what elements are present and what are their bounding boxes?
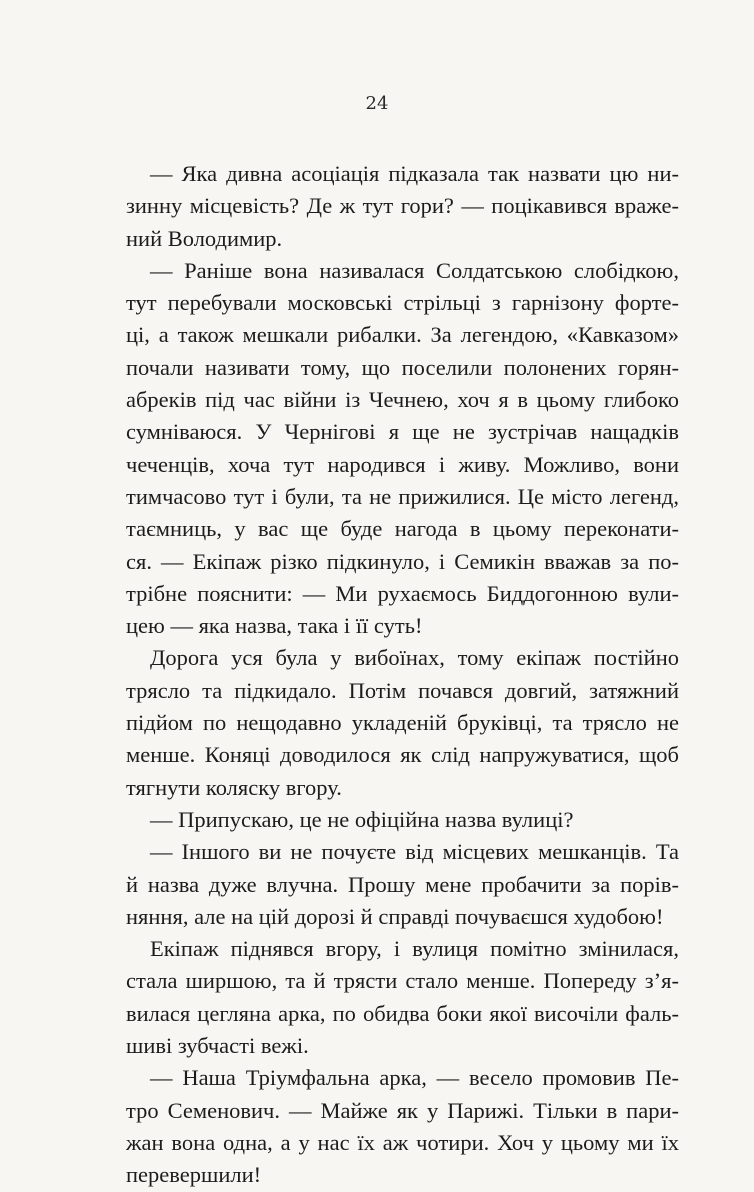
text-line: тимчасово тут і були, та не прижилися. Це місто легенд,	[126, 483, 679, 509]
text-line: — Припускаю, це не офіційна назва вулиці?	[150, 806, 574, 832]
text-line: — Яка дивна асоціація підказала так назвати цю ни-	[150, 161, 679, 186]
text-line: зинну місцевість? Де ж тут гори? — поцікавився враже-	[126, 193, 679, 219]
text-line: абреків під час війни із Чечнею, хоч я в цьому глибоко	[126, 387, 679, 413]
text-line: менше. Коняці доводилося як слід напружуватися, щоб	[126, 742, 679, 768]
text-line: — Іншого ви не почуєте від місцевих мешканців. Та	[150, 839, 679, 865]
text-line: сумніваюся. У Чернігові я ще не зустрічав нащадків	[126, 419, 679, 445]
text-line: тро Семенович. — Майже як у Парижі. Тільки в пари-	[126, 1097, 679, 1123]
page-number: 24	[365, 93, 389, 114]
text-line: стала ширшою, та й трясти стало менше. Попереду з’я-	[126, 968, 679, 994]
text-line: — Раніше вона називалася Солдатською слобідкою,	[150, 257, 679, 283]
text-line: вилася цегляна арка, по обидва боки якої височіли фаль-	[126, 1000, 679, 1026]
text-line: почали називати тому, що поселили полонених горян-	[126, 354, 679, 380]
text-line: трясло та підкидало. Потім почався довгий, затяжний	[126, 677, 679, 703]
text-line: підйом по нещодавно укладеній бруківці, та трясло не	[126, 710, 679, 736]
text-line: тягнути коляску вгору.	[126, 774, 342, 800]
text-line: ний Володимир.	[126, 225, 283, 251]
text-line: Екіпаж піднявся вгору, і вулиця помітно змінилася,	[150, 936, 679, 962]
text-line: ся. — Екіпаж різко підкинуло, і Семикін вважав за по-	[126, 548, 679, 574]
text-line: цею — яка назва, така і її суть!	[126, 613, 423, 639]
text-line: няння, але на цій дорозі й справді почуваєшся худобою!	[126, 903, 664, 929]
text-line: ці, а також мешкали рибалки. За легендою, «Кавказом»	[126, 322, 679, 348]
text-line: чеченців, хоча тут народився і живу. Можливо, вони	[126, 451, 679, 477]
text-line: тут перебували московські стрільці з гарнізону форте-	[126, 290, 679, 316]
text-line: перевершили!	[126, 1162, 262, 1188]
text-line: Дорога уся була у вибоїнах, тому екіпаж постійно	[150, 645, 679, 671]
text-line: таємниць, у вас ще буде нагода в цьому переконати-	[126, 516, 679, 542]
text-line: трібне пояснити: — Ми рухаємось Биддогонною вули-	[126, 580, 679, 606]
text-line: — Наша Тріумфальна арка, — весело промовив Пе-	[150, 1065, 679, 1091]
text-line: й назва дуже влучна. Прошу мене пробачити за порів-	[126, 871, 679, 897]
body-text	[126, 158, 679, 1192]
text-line: шиві зубчасті вежі.	[126, 1033, 309, 1059]
text-line: жан вона одна, а у нас їх аж чотири. Хоч у цьому ми їх	[126, 1129, 679, 1155]
